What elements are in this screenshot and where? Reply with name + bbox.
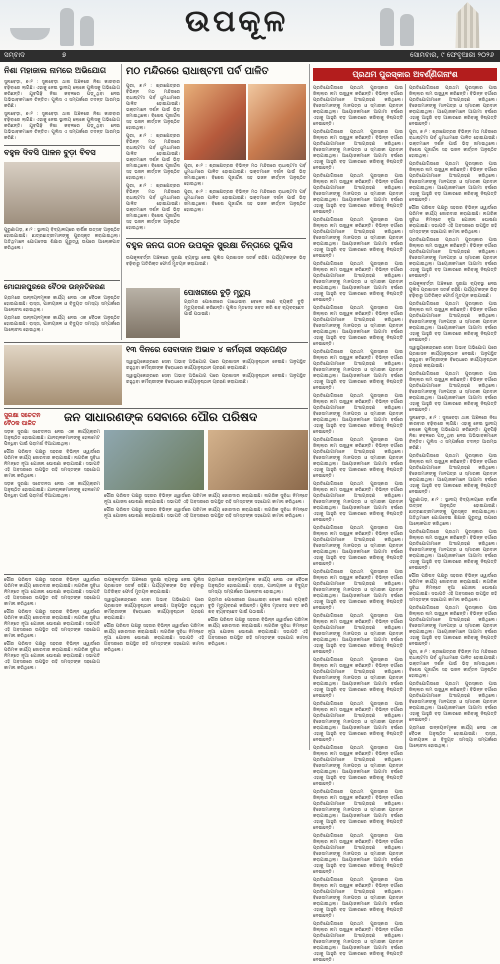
article-body: ପୌର ପରିଷଦ ପକ୍ଷରୁ ସହରର ବିଭିନ୍ନ ଓ୍ୱାର୍ଡରେ ପରିମଳ କାର୍ଯ୍ୟ ଜୋରଦାର କରାଯାଇଛି। ନାଗରିକ ସୁବିଧା ନିମନ୍ତେ ନୂଆ ଯୋଜନା ଘୋଷଣା କରାଯାଇଛି। ସଭାପତି ଏହି ଅବସରରେ ଉପସ୍ଥିତ ରହି ସମସ୍ତଙ୍କ ସହଯୋଗ କାମନା କରିଥିଲେ। ପୌର ପରିଷଦ ପକ୍ଷରୁ ସହରର ବିଭିନ୍ନ ଓ୍ୱାର୍ଡରେ ପରିମଳ କାର୍ଯ୍ୟ ଜୋରଦାର କରାଯାଇଛି। ନାଗରିକ ସୁବିଧା ନିମନ୍ତେ ନୂଆ ଯୋଜନା ଘୋଷଣା କରାଯାଇଛି। ସଭାପତି ଏହି ଅବସରରେ ଉପସ୍ଥିତ ରହି ସମସ୍ତଙ୍କ ସହଯୋଗ କାମନା କରିଥିଲେ।: [104, 494, 308, 519]
headline: ଜନ ସାଧାରଣଙ୍କ ସେବାରେ ପୌର ପରିଷଦ: [64, 410, 258, 424]
section-label: ସମ୍ବାଦ: [4, 51, 25, 59]
news-photo: [184, 84, 246, 160]
figure-illustration: [60, 8, 74, 46]
news-photo: [4, 162, 120, 224]
article-body: ପ୍ରତିଯୋଗିତାରେ ପ୍ରଥମ ପୁରସ୍କାର ପାଇ ଜିଲ୍ଲାର ନାମ ଉଜ୍ଜ୍ୱଳ କରିଛନ୍ତି। ବିଭିନ୍ନ ବର୍ଗରେ ପ୍ରତିଯୋଗୀମାନେ ଅଂଶଗ୍ରହଣ କରିଥିଲେ। ବିଜେତାମାନଙ୍କୁ ମାନପତ୍ର ଓ ସ୍ମାରକୀ ପ୍ରଦାନ କରାଯାଇଥିଲା। ଆୟୋଜକମାନେ ଆଗାମୀ ବର୍ଷରେ ଏହାକୁ ଆହୁରି ବଡ଼ ଆକାରରେ କରିବାକୁ ନିଷ୍ପତ୍ତି ନେଇଛନ୍ତି। ପୁରୀ, ୭।୨ : ଶ୍ରୀକ୍ଷେତ୍ରର ବିଭିନ୍ନ ମଠ ମନ୍ଦିରରେ ରାଧାଷ୍ଟମୀ ପର୍ବ ଧୁମଧାମରେ ପାଳିତ ହୋଇଯାଇଛି। ଭକ୍ତମାନେ ଦର୍ଶନ ପାଇଁ ଭିଡ଼ ଜମାଇଥିଲେ। ବିଶେଷ ପୂଜାର୍ଚ୍ଚନା ସହ ଭଜନ କୀର୍ତ୍ତନ ଅନୁଷ୍ଠିତ ହୋଇଥିଲା। ପ୍ରତିଯୋଗିତାରେ ପ୍ରଥମ ପୁରସ୍କାର ପାଇ ଜିଲ୍ଲାର ନାମ ଉଜ୍ଜ୍ୱଳ କରିଛନ୍ତି। ବିଭିନ୍ନ ବର୍ଗରେ ପ୍ରତିଯୋଗୀମାନେ ଅଂଶଗ୍ରହଣ କରିଥିଲେ। ବିଜେତାମାନଙ୍କୁ ମାନପତ୍ର ଓ ସ୍ମାରକୀ ପ୍ରଦାନ କରାଯାଇଥିଲା। ଆୟୋଜକମାନେ ଆଗାମୀ ବର୍ଷରେ ଏହାକୁ ଆହୁରି ବଡ଼ ଆକାରରେ କରିବାକୁ ନିଷ୍ପତ୍ତି ନେଇଛନ୍ତି। ପୌର ପରିଷଦ ପକ୍ଷରୁ ସହରର ବିଭିନ୍ନ ଓ୍ୱାର୍ଡରେ ପରିମଳ କାର୍ଯ୍ୟ ଜୋରଦାର କରାଯାଇଛି। ନାଗରିକ ସୁବିଧା ନିମନ୍ତେ ନୂଆ ଯୋଜନା ଘୋଷଣା କରାଯାଇଛି। ସଭାପତି ଏହି ଅବସରରେ ଉପସ୍ଥିତ ରହି ସମସ୍ତଙ୍କ ସହଯୋଗ କାମନା କରିଥିଲେ। ପ୍ରତିଯୋଗିତାରେ ପ୍ରଥମ ପୁରସ୍କାର ପାଇ ଜିଲ୍ଲାର ନାମ ଉଜ୍ଜ୍ୱଳ କରିଛନ୍ତି। ବିଭିନ୍ନ ବର୍ଗରେ ପ୍ରତିଯୋଗୀମାନେ ଅଂଶଗ୍ରହଣ କରିଥିଲେ। ବିଜେତାମାନଙ୍କୁ ମାନପତ୍ର ଓ ସ୍ମାରକୀ ପ୍ରଦାନ କରାଯାଇଥିଲା। ଆୟୋଜକମାନେ ଆଗାମୀ ବର୍ଷରେ ଏହାକୁ ଆହୁରି ବଡ଼ ଆକାରରେ କରିବାକୁ ନିଷ୍ପତ୍ତି ନେଇଛନ୍ତି। ଉପକୂଳବର୍ତ୍ତୀ ଅଞ୍ଚଳରେ ସୁରକ୍ଷା ବ୍ୟବସ୍ଥା ନେଇ ପୁଲିସ ପ୍ରଶାସନ ସତର୍କ ରହିଛି। ପର୍ଯ୍ୟଟକଙ୍କ ଭିଡ଼ ବଢ଼ିବାରୁ ଅତିରିକ୍ତ ଫୋର୍ସ ମୁତୟନ କରାଯାଇଛି। ପ୍ରତିଯୋଗିତାରେ ପ୍ରଥମ ପୁରସ୍କାର ପାଇ ଜିଲ୍ଲାର ନାମ ଉଜ୍ଜ୍ୱଳ କରିଛନ୍ତି। ବିଭିନ୍ନ ବର୍ଗରେ ପ୍ରତିଯୋଗୀମାନେ ଅଂଶଗ୍ରହଣ କରିଥିଲେ। ବିଜେତାମାନଙ୍କୁ ମାନପତ୍ର ଓ ସ୍ମାରକୀ ପ୍ରଦାନ କରାଯାଇଥିଲା। ଆୟୋଜକମାନେ ଆଗାମୀ ବର୍ଷରେ ଏହାକୁ ଆହୁରି ବଡ଼ ଆକାରରେ କରିବାକୁ ନିଷ୍ପତ୍ତି ନେଇଛନ୍ତି। ସ୍ୱାସ୍ଥ୍ୟକେନ୍ଦ୍ରରେ ସେବା ଅଭାବ ଅଭିଯୋଗ ପରେ ପ୍ରଶାସନ କାର୍ଯ୍ୟାନୁଷ୍ଠାନ ନେଇଛି। ଅନୁପସ୍ଥିତ ରହୁଥିବା କର୍ମଚାରୀଙ୍କ ବିରୋଧରେ କାର୍ଯ୍ୟାନୁଷ୍ଠାନ ଗ୍ରହଣ କରାଯାଇଛି। ପ୍ରତିଯୋଗିତାରେ ପ୍ରଥମ ପୁରସ୍କାର ପାଇ ଜିଲ୍ଲାର ନାମ ଉଜ୍ଜ୍ୱଳ କରିଛନ୍ତି। ବିଭିନ୍ନ ବର୍ଗରେ ପ୍ରତିଯୋଗୀମାନେ ଅଂଶଗ୍ରହଣ କରିଥିଲେ। ବିଜେତାମାନଙ୍କୁ ମାନପତ୍ର ଓ ସ୍ମାରକୀ ପ୍ରଦାନ କରାଯାଇଥିଲା। ଆୟୋଜକମାନେ ଆଗାମୀ ବର୍ଷରେ ଏହାକୁ ଆହୁରି ବଡ଼ ଆକାରରେ କରିବାକୁ ନିଷ୍ପତ୍ତି ନେଇଛନ୍ତି। ସୁନାବେଡ଼ା, ୭।୨ : ସୁନାବେଡ଼ା ଥାନା ଅଞ୍ଚଳରେ ନିଶା କାରବାର ବଢ଼ିବାରେ ଲାଗିଛି। ଏହାକୁ ନେଇ ସ୍ଥାନୀୟ ଲୋକେ ପୁଲିସକୁ ଅଭିଯୋଗ କରିଛନ୍ତି। ଯୁବପିଢ଼ି ନିଶା କବଳରେ ପଡ଼ୁଥିବା ନେଇ ଅଭିଭାବକମାନେ ଚିନ୍ତିତ। ପୁଲିସ ଏ ସମ୍ପର୍କରେ ତଦନ୍ତ ଆରମ୍ଭ କରିଛି। ପ୍ରତିଯୋଗିତାରେ ପ୍ରଥମ ପୁରସ୍କାର ପାଇ ଜିଲ୍ଲାର ନାମ ଉଜ୍ଜ୍ୱଳ କରିଛନ୍ତି। ବିଭିନ୍ନ ବର୍ଗରେ ପ୍ରତିଯୋଗୀମାନେ ଅଂଶଗ୍ରହଣ କରିଥିଲେ। ବିଜେତାମାନଙ୍କୁ ମାନପତ୍ର ଓ ସ୍ମାରକୀ ପ୍ରଦାନ କରାଯାଇଥିଲା। ଆୟୋଜକମାନେ ଆଗାମୀ ବର୍ଷରେ ଏହାକୁ ଆହୁରି ବଡ଼ ଆକାରରେ କରିବାକୁ ନିଷ୍ପତ୍ତି ନେଇଛନ୍ତି। ପୁରୁଣାଗଡ଼, ୭।୨ : ସ୍ଥାନୀୟ ବିଦ୍ୟାଳୟରେ ବାର୍ଷିକ ଉତ୍ସବ ଅନୁଷ୍ଠିତ ହୋଇଯାଇଛି। ଛାତ୍ରଛାତ୍ରୀମାନଙ୍କୁ ପୁରସ୍କୃତ କରାଯାଇଥିଲା। ଅତିଥିମାନେ ଯୋଗଦେଇ ଶିକ୍ଷାର ଗୁରୁତ୍ୱ ଉପରେ ଆଲୋକପାତ କରିଥିଲେ। ପ୍ରତିଯୋଗିତାରେ ପ୍ରଥମ ପୁରସ୍କାର ପାଇ ଜିଲ୍ଲାର ନାମ ଉଜ୍ଜ୍ୱଳ କରିଛନ୍ତି। ବିଭିନ୍ନ ବର୍ଗରେ ପ୍ରତିଯୋଗୀମାନେ ଅଂଶଗ୍ରହଣ କରିଥିଲେ। ବିଜେତାମାନଙ୍କୁ ମାନପତ୍ର ଓ ସ୍ମାରକୀ ପ୍ରଦାନ କରାଯାଇଥିଲା। ଆୟୋଜକମାନେ ଆଗାମୀ ବର୍ଷରେ ଏହାକୁ ଆହୁରି ବଡ଼ ଆକାରରେ କରିବାକୁ ନିଷ୍ପତ୍ତି ନେଇଛନ୍ତି। ପୌର ପରିଷଦ ପକ୍ଷରୁ ସହରର ବିଭିନ୍ନ ଓ୍ୱାର୍ଡରେ ପରିମଳ କାର୍ଯ୍ୟ ଜୋରଦାର କରାଯାଇଛି। ନାଗରିକ ସୁବିଧା ନିମନ୍ତେ ନୂଆ ଯୋଜନା ଘୋଷଣା କରାଯାଇଛି। ସଭାପତି ଏହି ଅବସରରେ ଉପସ୍ଥିତ ରହି ସମସ୍ତଙ୍କ ସହଯୋଗ କାମନା କରିଥିଲେ। ପ୍ରତିଯୋଗିତାରେ ପ୍ରଥମ ପୁରସ୍କାର ପାଇ ଜିଲ୍ଲାର ନାମ ଉଜ୍ଜ୍ୱଳ କରିଛନ୍ତି। ବିଭିନ୍ନ ବର୍ଗରେ ପ୍ରତିଯୋଗୀମାନେ ଅଂଶଗ୍ରହଣ କରିଥିଲେ। ବିଜେତାମାନଙ୍କୁ ମାନପତ୍ର ଓ ସ୍ମାରକୀ ପ୍ରଦାନ କରାଯାଇଥିଲା। ଆୟୋଜକମାନେ ଆଗାମୀ ବର୍ଷରେ ଏହାକୁ ଆହୁରି ବଡ଼ ଆକାରରେ କରିବାକୁ ନିଷ୍ପତ୍ତି ନେଇଛନ୍ତି। ପୁରୀ, ୭।୨ : ଶ୍ରୀକ୍ଷେତ୍ରର ବିଭିନ୍ନ ମଠ ମନ୍ଦିରରେ ରାଧାଷ୍ଟମୀ ପର୍ବ ଧୁମଧାମରେ ପାଳିତ ହୋଇଯାଇଛି। ଭକ୍ତମାନେ ଦର୍ଶନ ପାଇଁ ଭିଡ଼ ଜମାଇଥିଲେ। ବିଶେଷ ପୂଜାର୍ଚ୍ଚନା ସହ ଭଜନ କୀର୍ତ୍ତନ ଅନୁଷ୍ଠିତ ହୋଇଥିଲା। ପ୍ରତିଯୋଗିତାରେ ପ୍ରଥମ ପୁରସ୍କାର ପାଇ ଜିଲ୍ଲାର ନାମ ଉଜ୍ଜ୍ୱଳ କରିଛନ୍ତି। ବିଭିନ୍ନ ବର୍ଗରେ ପ୍ରତିଯୋଗୀମାନେ ଅଂଶଗ୍ରହଣ କରିଥିଲେ। ବିଜେତାମାନଙ୍କୁ ମାନପତ୍ର ଓ ସ୍ମାରକୀ ପ୍ରଦାନ କରାଯାଇଥିଲା। ଆୟୋଜକମାନେ ଆଗାମୀ ବର୍ଷରେ ଏହାକୁ ଆହୁରି ବଡ଼ ଆକାରରେ କରିବାକୁ ନିଷ୍ପତ୍ତି ନେଇଛନ୍ତି। ଗ୍ରାମରେ ଉନ୍ନୟନମୂଳକ କାର୍ଯ୍ୟ ନେଇ ଏକ ବୈଠକ ଅନୁଷ୍ଠିତ ହୋଇଯାଇଛି। ରାସ୍ତା, ପାନୀୟଜଳ ଓ ବିଦ୍ୟୁତ ସମସ୍ୟା ସମ୍ପର୍କରେ ଆଲୋଚନା ହୋଇଥିଲା।: [409, 86, 497, 749]
article-body: ସୁନାବେଡ଼ା, ୭।୨ : ସୁନାବେଡ଼ା ଥାନା ଅଞ୍ଚଳରେ ନିଶା କାରବାର ବଢ଼ିବାରେ ଲାଗିଛି। ଏହାକୁ ନେଇ ସ୍ଥାନୀୟ ଲୋକେ ପୁଲିସକୁ ଅଭିଯୋଗ କରିଛନ୍ତି। ଯୁବପିଢ଼ି ନିଶା କବଳରେ ପଡ଼ୁଥିବା ନେଇ ଅଭିଭାବକମାନେ ଚିନ୍ତିତ। ପୁଲିସ ଏ ସମ୍ପର୍କରେ ତଦନ୍ତ ଆରମ୍ଭ କରିଛି। ସୁନାବେଡ଼ା, ୭।୨ : ସୁନାବେଡ଼ା ଥାନା ଅଞ୍ଚଳରେ ନିଶା କାରବାର ବଢ଼ିବାରେ ଲାଗିଛି। ଏହାକୁ ନେଇ ସ୍ଥାନୀୟ ଲୋକେ ପୁଲିସକୁ ଅଭିଯୋଗ କରିଛନ୍ତି। ଯୁବପିଢ଼ି ନିଶା କବଳରେ ପଡ଼ୁଥିବା ନେଇ ଅଭିଭାବକମାନେ ଚିନ୍ତିତ। ପୁଲିସ ଏ ସମ୍ପର୍କରେ ତଦନ୍ତ ଆରମ୍ଭ କରିଛି।: [4, 80, 120, 141]
article-body: ପୌର ପରିଷଦ ପକ୍ଷରୁ ସହରର ବିଭିନ୍ନ ଓ୍ୱାର୍ଡରେ ପରିମଳ କାର୍ଯ୍ୟ ଜୋରଦାର କରାଯାଇଛି। ନାଗରିକ ସୁବିଧା ନିମନ୍ତେ ନୂଆ ଯୋଜନା ଘୋଷଣା କରାଯାଇଛି। ସଭାପତି ଏହି ଅବସରରେ ଉପସ୍ଥିତ ରହି ସମସ୍ତଙ୍କ ସହଯୋଗ କାମନା କରିଥିଲେ। ପୌର ପରିଷଦ ପକ୍ଷରୁ ସହରର ବିଭିନ୍ନ ଓ୍ୱାର୍ଡରେ ପରିମଳ କାର୍ଯ୍ୟ ଜୋରଦାର କରାଯାଇଛି। ନାଗରିକ ସୁବିଧା ନିମନ୍ତେ ନୂଆ ଯୋଜନା ଘୋଷଣା କରାଯାଇଛି। ସଭାପତି ଏହି ଅବସରରେ ଉପସ୍ଥିତ ରହି ସମସ୍ତଙ୍କ ସହଯୋଗ କାମନା କରିଥିଲେ। ପୌର ପରିଷଦ ପକ୍ଷରୁ ସହରର ବିଭିନ୍ନ ଓ୍ୱାର୍ଡରେ ପରିମଳ କାର୍ଯ୍ୟ ଜୋରଦାର କରାଯାଇଛି। ନାଗରିକ ସୁବିଧା ନିମନ୍ତେ ନୂଆ ଯୋଜନା ଘୋଷଣା କରାଯାଇଛି। ସଭାପତି ଏହି ଅବସରରେ ଉପସ୍ଥିତ ରହି ସମସ୍ତଙ୍କ ସହଯୋଗ କାମନା କରିଥିଲେ।: [4, 578, 100, 671]
news-photo: [4, 345, 122, 405]
newspaper-title: ଉପକୂଳ: [185, 4, 289, 39]
article-body: ପୁରୀ, ୭।୨ : ଶ୍ରୀକ୍ଷେତ୍ରର ବିଭିନ୍ନ ମଠ ମନ୍ଦିରରେ ରାଧାଷ୍ଟମୀ ପର୍ବ ଧୁମଧାମରେ ପାଳିତ ହୋଇଯାଇଛି। ଭକ୍ତମାନେ ଦର୍ଶନ ପାଇଁ ଭିଡ଼ ଜମାଇଥିଲେ। ବିଶେଷ ପୂଜାର୍ଚ୍ଚନା ସହ ଭଜନ କୀର୍ତ୍ତନ ଅନୁଷ୍ଠିତ ହୋଇଥିଲା। ପୁରୀ, ୭।୨ : ଶ୍ରୀକ୍ଷେତ୍ରର ବିଭିନ୍ନ ମଠ ମନ୍ଦିରରେ ରାଧାଷ୍ଟମୀ ପର୍ବ ଧୁମଧାମରେ ପାଳିତ ହୋଇଯାଇଛି। ଭକ୍ତମାନେ ଦର୍ଶନ ପାଇଁ ଭିଡ଼ ଜମାଇଥିଲେ। ବିଶେଷ ପୂଜାର୍ଚ୍ଚନା ସହ ଭଜନ କୀର୍ତ୍ତନ ଅନୁଷ୍ଠିତ ହୋଇଥିଲା। ପୁରୀ, ୭।୨ : ଶ୍ରୀକ୍ଷେତ୍ରର ବିଭିନ୍ନ ମଠ ମନ୍ଦିରରେ ରାଧାଷ୍ଟମୀ ପର୍ବ ଧୁମଧାମରେ ପାଳିତ ହୋଇଯାଇଛି। ଭକ୍ତମାନେ ଦର୍ଶନ ପାଇଁ ଭିଡ଼ ଜମାଇଥିଲେ। ବିଶେଷ ପୂଜାର୍ଚ୍ଚନା ସହ ଭଜନ କୀର୍ତ୍ତନ ଅନୁଷ୍ଠିତ ହୋଇଥିଲା।: [126, 84, 180, 231]
article-body: ଉପକୂଳବର୍ତ୍ତୀ ଅଞ୍ଚଳରେ ସୁରକ୍ଷା ବ୍ୟବସ୍ଥା ନେଇ ପୁଲିସ ପ୍ରଶାସନ ସତର୍କ ରହିଛି। ପର୍ଯ୍ୟଟକଙ୍କ ଭିଡ଼ ବଢ଼ିବାରୁ ଅତିରିକ୍ତ ଫୋର୍ସ ମୁତୟନ କରାଯାଇଛି।: [126, 256, 306, 267]
article-body: ପୁରୁଣାଗଡ଼, ୭।୨ : ସ୍ଥାନୀୟ ବିଦ୍ୟାଳୟରେ ବାର୍ଷିକ ଉତ୍ସବ ଅନୁଷ୍ଠିତ ହୋଇଯାଇଛି। ଛାତ୍ରଛାତ୍ରୀମାନଙ୍କୁ ପୁରସ୍କୃତ କରାଯାଇଥିଲା। ଅତିଥିମାନେ ଯୋଗଦେଇ ଶିକ୍ଷାର ଗୁରୁତ୍ୱ ଉପରେ ଆଲୋକପାତ କରିଥିଲେ।: [4, 228, 120, 251]
news-photo: [248, 84, 306, 160]
headline: ୧୩ ଦିନରେ ସେବାଦାନ ଅଭାବ ୪ କର୍ମଚାରୀ ସସ୍ପେଣ୍ଡ: [126, 345, 288, 354]
figure-illustration: [380, 8, 394, 46]
article-body: ସଡ଼କ ସୁରକ୍ଷା ସଚେତନତା ନେଇ ଏକ କାର୍ଯ୍ୟକ୍ରମ ଅନୁଷ୍ଠିତ ହୋଇଯାଇଛି। ଯାନଚାଳକମାନଙ୍କୁ ହେଲମେଟ ପିନ୍ଧିବା ପାଇଁ ପରାମର୍ଶ ଦିଆଯାଇଥିଲା। ପୌର ପରିଷଦ ପକ୍ଷରୁ ସହରର ବିଭିନ୍ନ ଓ୍ୱାର୍ଡରେ ପରିମଳ କାର୍ଯ୍ୟ ଜୋରଦାର କରାଯାଇଛି। ନାଗରିକ ସୁବିଧା ନିମନ୍ତେ ନୂଆ ଯୋଜନା ଘୋଷଣା କରାଯାଇଛି। ସଭାପତି ଏହି ଅବସରରେ ଉପସ୍ଥିତ ରହି ସମସ୍ତଙ୍କ ସହଯୋଗ କାମନା କରିଥିଲେ। ସଡ଼କ ସୁରକ୍ଷା ସଚେତନତା ନେଇ ଏକ କାର୍ଯ୍ୟକ୍ରମ ଅନୁଷ୍ଠିତ ହୋଇଯାଇଛି। ଯାନଚାଳକମାନଙ୍କୁ ହେଲମେଟ ପିନ୍ଧିବା ପାଇଁ ପରାମର୍ଶ ଦିଆଯାଇଥିଲା।: [4, 430, 100, 499]
headline: ନିଶା ମହାଜାଲ ନାମରେ ଅଭିଯୋଗ: [4, 66, 106, 75]
headline: ସୁରକ୍ଷା ସଚେତନ ବୈଠକ ପାଳିତ: [4, 412, 41, 427]
dateline-bar: [0, 50, 500, 62]
article-body: ପ୍ରତିଯୋଗିତାରେ ପ୍ରଥମ ପୁରସ୍କାର ପାଇ ଜିଲ୍ଲାର ନାମ ଉଜ୍ଜ୍ୱଳ କରିଛନ୍ତି। ବିଭିନ୍ନ ବର୍ଗରେ ପ୍ରତିଯୋଗୀମାନେ ଅଂଶଗ୍ରହଣ କରିଥିଲେ। ବିଜେତାମାନଙ୍କୁ ମାନପତ୍ର ଓ ସ୍ମାରକୀ ପ୍ରଦାନ କରାଯାଇଥିଲା। ଆୟୋଜକମାନେ ଆଗାମୀ ବର୍ଷରେ ଏହାକୁ ଆହୁରି ବଡ଼ ଆକାରରେ କରିବାକୁ ନିଷ୍ପତ୍ତି ନେଇଛନ୍ତି। ପ୍ରତିଯୋଗିତାରେ ପ୍ରଥମ ପୁରସ୍କାର ପାଇ ଜିଲ୍ଲାର ନାମ ଉଜ୍ଜ୍ୱଳ କରିଛନ୍ତି। ବିଭିନ୍ନ ବର୍ଗରେ ପ୍ରତିଯୋଗୀମାନେ ଅଂଶଗ୍ରହଣ କରିଥିଲେ। ବିଜେତାମାନଙ୍କୁ ମାନପତ୍ର ଓ ସ୍ମାରକୀ ପ୍ରଦାନ କରାଯାଇଥିଲା। ଆୟୋଜକମାନେ ଆଗାମୀ ବର୍ଷରେ ଏହାକୁ ଆହୁରି ବଡ଼ ଆକାରରେ କରିବାକୁ ନିଷ୍ପତ୍ତି ନେଇଛନ୍ତି। ପ୍ରତିଯୋଗିତାରେ ପ୍ରଥମ ପୁରସ୍କାର ପାଇ ଜିଲ୍ଲାର ନାମ ଉଜ୍ଜ୍ୱଳ କରିଛନ୍ତି। ବିଭିନ୍ନ ବର୍ଗରେ ପ୍ରତିଯୋଗୀମାନେ ଅଂଶଗ୍ରହଣ କରିଥିଲେ। ବିଜେତାମାନଙ୍କୁ ମାନପତ୍ର ଓ ସ୍ମାରକୀ ପ୍ରଦାନ କରାଯାଇଥିଲା। ଆୟୋଜକମାନେ ଆଗାମୀ ବର୍ଷରେ ଏହାକୁ ଆହୁରି ବଡ଼ ଆକାରରେ କରିବାକୁ ନିଷ୍ପତ୍ତି ନେଇଛନ୍ତି। ପ୍ରତିଯୋଗିତାରେ ପ୍ରଥମ ପୁରସ୍କାର ପାଇ ଜିଲ୍ଲାର ନାମ ଉଜ୍ଜ୍ୱଳ କରିଛନ୍ତି। ବିଭିନ୍ନ ବର୍ଗରେ ପ୍ରତିଯୋଗୀମାନେ ଅଂଶଗ୍ରହଣ କରିଥିଲେ। ବିଜେତାମାନଙ୍କୁ ମାନପତ୍ର ଓ ସ୍ମାରକୀ ପ୍ରଦାନ କରାଯାଇଥିଲା। ଆୟୋଜକମାନେ ଆଗାମୀ ବର୍ଷରେ ଏହାକୁ ଆହୁରି ବଡ଼ ଆକାରରେ କରିବାକୁ ନିଷ୍ପତ୍ତି ନେଇଛନ୍ତି। ପ୍ରତିଯୋଗିତାରେ ପ୍ରଥମ ପୁରସ୍କାର ପାଇ ଜିଲ୍ଲାର ନାମ ଉଜ୍ଜ୍ୱଳ କରିଛନ୍ତି। ବିଭିନ୍ନ ବର୍ଗରେ ପ୍ରତିଯୋଗୀମାନେ ଅଂଶଗ୍ରହଣ କରିଥିଲେ। ବିଜେତାମାନଙ୍କୁ ମାନପତ୍ର ଓ ସ୍ମାରକୀ ପ୍ରଦାନ କରାଯାଇଥିଲା। ଆୟୋଜକମାନେ ଆଗାମୀ ବର୍ଷରେ ଏହାକୁ ଆହୁରି ବଡ଼ ଆକାରରେ କରିବାକୁ ନିଷ୍ପତ୍ତି ନେଇଛନ୍ତି। ପ୍ରତିଯୋଗିତାରେ ପ୍ରଥମ ପୁରସ୍କାର ପାଇ ଜିଲ୍ଲାର ନାମ ଉଜ୍ଜ୍ୱଳ କରିଛନ୍ତି। ବିଭିନ୍ନ ବର୍ଗରେ ପ୍ରତିଯୋଗୀମାନେ ଅଂଶଗ୍ରହଣ କରିଥିଲେ। ବିଜେତାମାନଙ୍କୁ ମାନପତ୍ର ଓ ସ୍ମାରକୀ ପ୍ରଦାନ କରାଯାଇଥିଲା। ଆୟୋଜକମାନେ ଆଗାମୀ ବର୍ଷରେ ଏହାକୁ ଆହୁରି ବଡ଼ ଆକାରରେ କରିବାକୁ ନିଷ୍ପତ୍ତି ନେଇଛନ୍ତି। ପ୍ରତିଯୋଗିତାରେ ପ୍ରଥମ ପୁରସ୍କାର ପାଇ ଜିଲ୍ଲାର ନାମ ଉଜ୍ଜ୍ୱଳ କରିଛନ୍ତି। ବିଭିନ୍ନ ବର୍ଗରେ ପ୍ରତିଯୋଗୀମାନେ ଅଂଶଗ୍ରହଣ କରିଥିଲେ। ବିଜେତାମାନଙ୍କୁ ମାନପତ୍ର ଓ ସ୍ମାରକୀ ପ୍ରଦାନ କରାଯାଇଥିଲା। ଆୟୋଜକମାନେ ଆଗାମୀ ବର୍ଷରେ ଏହାକୁ ଆହୁରି ବଡ଼ ଆକାରରେ କରିବାକୁ ନିଷ୍ପତ୍ତି ନେଇଛନ୍ତି। ପ୍ରତିଯୋଗିତାରେ ପ୍ରଥମ ପୁରସ୍କାର ପାଇ ଜିଲ୍ଲାର ନାମ ଉଜ୍ଜ୍ୱଳ କରିଛନ୍ତି। ବିଭିନ୍ନ ବର୍ଗରେ ପ୍ରତିଯୋଗୀମାନେ ଅଂଶଗ୍ରହଣ କରିଥିଲେ। ବିଜେତାମାନଙ୍କୁ ମାନପତ୍ର ଓ ସ୍ମାରକୀ ପ୍ରଦାନ କରାଯାଇଥିଲା। ଆୟୋଜକମାନେ ଆଗାମୀ ବର୍ଷରେ ଏହାକୁ ଆହୁରି ବଡ଼ ଆକାରରେ କରିବାକୁ ନିଷ୍ପତ୍ତି ନେଇଛନ୍ତି। ପ୍ରତିଯୋଗିତାରେ ପ୍ରଥମ ପୁରସ୍କାର ପାଇ ଜିଲ୍ଲାର ନାମ ଉଜ୍ଜ୍ୱଳ କରିଛନ୍ତି। ବିଭିନ୍ନ ବର୍ଗରେ ପ୍ରତିଯୋଗୀମାନେ ଅଂଶଗ୍ରହଣ କରିଥିଲେ। ବିଜେତାମାନଙ୍କୁ ମାନପତ୍ର ଓ ସ୍ମାରକୀ ପ୍ରଦାନ କରାଯାଇଥିଲା। ଆୟୋଜକମାନେ ଆଗାମୀ ବର୍ଷରେ ଏହାକୁ ଆହୁରି ବଡ଼ ଆକାରରେ କରିବାକୁ ନିଷ୍ପତ୍ତି ନେଇଛନ୍ତି। ପ୍ରତିଯୋଗିତାରେ ପ୍ରଥମ ପୁରସ୍କାର ପାଇ ଜିଲ୍ଲାର ନାମ ଉଜ୍ଜ୍ୱଳ କରିଛନ୍ତି। ବିଭିନ୍ନ ବର୍ଗରେ ପ୍ରତିଯୋଗୀମାନେ ଅଂଶଗ୍ରହଣ କରିଥିଲେ। ବିଜେତାମାନଙ୍କୁ ମାନପତ୍ର ଓ ସ୍ମାରକୀ ପ୍ରଦାନ କରାଯାଇଥିଲା। ଆୟୋଜକମାନେ ଆଗାମୀ ବର୍ଷରେ ଏହାକୁ ଆହୁରି ବଡ଼ ଆକାରରେ କରିବାକୁ ନିଷ୍ପତ୍ତି ନେଇଛନ୍ତି। ପ୍ରତିଯୋଗିତାରେ ପ୍ରଥମ ପୁରସ୍କାର ପାଇ ଜିଲ୍ଲାର ନାମ ଉଜ୍ଜ୍ୱଳ କରିଛନ୍ତି। ବିଭିନ୍ନ ବର୍ଗରେ ପ୍ରତିଯୋଗୀମାନେ ଅଂଶଗ୍ରହଣ କରିଥିଲେ। ବିଜେତାମାନଙ୍କୁ ମାନପତ୍ର ଓ ସ୍ମାରକୀ ପ୍ରଦାନ କରାଯାଇଥିଲା। ଆୟୋଜକମାନେ ଆଗାମୀ ବର୍ଷରେ ଏହାକୁ ଆହୁରି ବଡ଼ ଆକାରରେ କରିବାକୁ ନିଷ୍ପତ୍ତି ନେଇଛନ୍ତି। ପ୍ରତିଯୋଗିତାରେ ପ୍ରଥମ ପୁରସ୍କାର ପାଇ ଜିଲ୍ଲାର ନାମ ଉଜ୍ଜ୍ୱଳ କରିଛନ୍ତି। ବିଭିନ୍ନ ବର୍ଗରେ ପ୍ରତିଯୋଗୀମାନେ ଅଂଶଗ୍ରହଣ କରିଥିଲେ। ବିଜେତାମାନଙ୍କୁ ମାନପତ୍ର ଓ ସ୍ମାରକୀ ପ୍ରଦାନ କରାଯାଇଥିଲା। ଆୟୋଜକମାନେ ଆଗାମୀ ବର୍ଷରେ ଏହାକୁ ଆହୁରି ବଡ଼ ଆକାରରେ କରିବାକୁ ନିଷ୍ପତ୍ତି ନେଇଛନ୍ତି। ପ୍ରତିଯୋଗିତାରେ ପ୍ରଥମ ପୁରସ୍କାର ପାଇ ଜିଲ୍ଲାର ନାମ ଉଜ୍ଜ୍ୱଳ କରିଛନ୍ତି। ବିଭିନ୍ନ ବର୍ଗରେ ପ୍ରତିଯୋଗୀମାନେ ଅଂଶଗ୍ରହଣ କରିଥିଲେ। ବିଜେତାମାନଙ୍କୁ ମାନପତ୍ର ଓ ସ୍ମାରକୀ ପ୍ରଦାନ କରାଯାଇଥିଲା। ଆୟୋଜକମାନେ ଆଗାମୀ ବର୍ଷରେ ଏହାକୁ ଆହୁରି ବଡ଼ ଆକାରରେ କରିବାକୁ ନିଷ୍ପତ୍ତି ନେଇଛନ୍ତି। ପ୍ରତିଯୋଗିତାରେ ପ୍ରଥମ ପୁରସ୍କାର ପାଇ ଜିଲ୍ଲାର ନାମ ଉଜ୍ଜ୍ୱଳ କରିଛନ୍ତି। ବିଭିନ୍ନ ବର୍ଗରେ ପ୍ରତିଯୋଗୀମାନେ ଅଂଶଗ୍ରହଣ କରିଥିଲେ। ବିଜେତାମାନଙ୍କୁ ମାନପତ୍ର ଓ ସ୍ମାରକୀ ପ୍ରଦାନ କରାଯାଇଥିଲା। ଆୟୋଜକମାନେ ଆଗାମୀ ବର୍ଷରେ ଏହାକୁ ଆହୁରି ବଡ଼ ଆକାରରେ କରିବାକୁ ନିଷ୍ପତ୍ତି ନେଇଛନ୍ତି। ପ୍ରତିଯୋଗିତାରେ ପ୍ରଥମ ପୁରସ୍କାର ପାଇ ଜିଲ୍ଲାର ନାମ ଉଜ୍ଜ୍ୱଳ କରିଛନ୍ତି। ବିଭିନ୍ନ ବର୍ଗରେ ପ୍ରତିଯୋଗୀମାନେ ଅଂଶଗ୍ରହଣ କରିଥିଲେ। ବିଜେତାମାନଙ୍କୁ ମାନପତ୍ର ଓ ସ୍ମାରକୀ ପ୍ରଦାନ କରାଯାଇଥିଲା। ଆୟୋଜକମାନେ ଆଗାମୀ ବର୍ଷରେ ଏହାକୁ ଆହୁରି ବଡ଼ ଆକାରରେ କରିବାକୁ ନିଷ୍ପତ୍ତି ନେଇଛନ୍ତି। ପ୍ରତିଯୋଗିତାରେ ପ୍ରଥମ ପୁରସ୍କାର ପାଇ ଜିଲ୍ଲାର ନାମ ଉଜ୍ଜ୍ୱଳ କରିଛନ୍ତି। ବିଭିନ୍ନ ବର୍ଗରେ ପ୍ରତିଯୋଗୀମାନେ ଅଂଶଗ୍ରହଣ କରିଥିଲେ। ବିଜେତାମାନଙ୍କୁ ମାନପତ୍ର ଓ ସ୍ମାରକୀ ପ୍ରଦାନ କରାଯାଇଥିଲା। ଆୟୋଜକମାନେ ଆଗାମୀ ବର୍ଷରେ ଏହାକୁ ଆହୁରି ବଡ଼ ଆକାରରେ କରିବାକୁ ନିଷ୍ପତ୍ତି ନେଇଛନ୍ତି। ପ୍ରତିଯୋଗିତାରେ ପ୍ରଥମ ପୁରସ୍କାର ପାଇ ଜିଲ୍ଲାର ନାମ ଉଜ୍ଜ୍ୱଳ କରିଛନ୍ତି। ବିଭିନ୍ନ ବର୍ଗରେ ପ୍ରତିଯୋଗୀମାନେ ଅଂଶଗ୍ରହଣ କରିଥିଲେ। ବିଜେତାମାନଙ୍କୁ ମାନପତ୍ର ଓ ସ୍ମାରକୀ ପ୍ରଦାନ କରାଯାଇଥିଲା। ଆୟୋଜକମାନେ ଆଗାମୀ ବର୍ଷରେ ଏହାକୁ ଆହୁରି ବଡ଼ ଆକାରରେ କରିବାକୁ ନିଷ୍ପତ୍ତି ନେଇଛନ୍ତି। ପ୍ରତିଯୋଗିତାରେ ପ୍ରଥମ ପୁରସ୍କାର ପାଇ ଜିଲ୍ଲାର ନାମ ଉଜ୍ଜ୍ୱଳ କରିଛନ୍ତି। ବିଭିନ୍ନ ବର୍ଗରେ ପ୍ରତିଯୋଗୀମାନେ ଅଂଶଗ୍ରହଣ କରିଥିଲେ। ବିଜେତାମାନଙ୍କୁ ମାନପତ୍ର ଓ ସ୍ମାରକୀ ପ୍ରଦାନ କରାଯାଇଥିଲା। ଆୟୋଜକମାନେ ଆଗାମୀ ବର୍ଷରେ ଏହାକୁ ଆହୁରି ବଡ଼ ଆକାରରେ କରିବାକୁ ନିଷ୍ପତ୍ତି ନେଇଛନ୍ତି। ପ୍ରତିଯୋଗିତାରେ ପ୍ରଥମ ପୁରସ୍କାର ପାଇ ଜିଲ୍ଲାର ନାମ ଉଜ୍ଜ୍ୱଳ କରିଛନ୍ତି। ବିଭିନ୍ନ ବର୍ଗରେ ପ୍ରତିଯୋଗୀମାନେ ଅଂଶଗ୍ରହଣ କରିଥିଲେ। ବିଜେତାମାନଙ୍କୁ ମାନପତ୍ର ଓ ସ୍ମାରକୀ ପ୍ରଦାନ କରାଯାଇଥିଲା। ଆୟୋଜକମାନେ ଆଗାମୀ ବର୍ଷରେ ଏହାକୁ ଆହୁରି ବଡ଼ ଆକାରରେ କରିବାକୁ ନିଷ୍ପତ୍ତି ନେଇଛନ୍ତି। ପ୍ରତିଯୋଗିତାରେ ପ୍ରଥମ ପୁରସ୍କାର ପାଇ ଜିଲ୍ଲାର ନାମ ଉଜ୍ଜ୍ୱଳ କରିଛନ୍ତି। ବିଭିନ୍ନ ବର୍ଗରେ ପ୍ରତିଯୋଗୀମାନେ ଅଂଶଗ୍ରହଣ କରିଥିଲେ। ବିଜେତାମାନଙ୍କୁ ମାନପତ୍ର ଓ ସ୍ମାରକୀ ପ୍ରଦାନ କରାଯାଇଥିଲା। ଆୟୋଜକମାନେ ଆଗାମୀ ବର୍ଷରେ ଏହାକୁ ଆହୁରି ବଡ଼ ଆକାରରେ କରିବାକୁ ନିଷ୍ପତ୍ତି ନେଇଛନ୍ତି।: [313, 86, 403, 963]
article-body: ଗ୍ରାମରେ ଉନ୍ନୟନମୂଳକ କାର୍ଯ୍ୟ ନେଇ ଏକ ବୈଠକ ଅନୁଷ୍ଠିତ ହୋଇଯାଇଛି। ରାସ୍ତା, ପାନୀୟଜଳ ଓ ବିଦ୍ୟୁତ ସମସ୍ୟା ସମ୍ପର୍କରେ ଆଲୋଚନା ହୋଇଥିଲା। ଗ୍ରାମର ପୋଖରୀରେ ଗାଧୋଇବା ବେଳେ ଜଣେ ବ୍ୟକ୍ତି ବୁଡ଼ି ମୃତ୍ୟୁବରଣ କରିଛନ୍ତି। ପୁଲିସ ମୃତଦେହ ଜବତ କରି ଶବ ବ୍ୟବଚ୍ଛେଦ ପାଇଁ ପଠାଇଛି। ପୌର ପରିଷଦ ପକ୍ଷରୁ ସହରର ବିଭିନ୍ନ ଓ୍ୱାର୍ଡରେ ପରିମଳ କାର୍ଯ୍ୟ ଜୋରଦାର କରାଯାଇଛି। ନାଗରିକ ସୁବିଧା ନିମନ୍ତେ ନୂଆ ଯୋଜନା ଘୋଷଣା କରାଯାଇଛି। ସଭାପତି ଏହି ଅବସରରେ ଉପସ୍ଥିତ ରହି ସମସ୍ତଙ୍କ ସହଯୋଗ କାମନା କରିଥିଲେ।: [208, 578, 308, 647]
headline: ବହୁଳ ଦିବସି ପାଳନ ବୁଡ଼ା ବିବସ: [4, 148, 96, 157]
news-photo: [208, 430, 308, 490]
article-body: ଗ୍ରାମର ପୋଖରୀରେ ଗାଧୋଇବା ବେଳେ ଜଣେ ବ୍ୟକ୍ତି ବୁଡ଼ି ମୃତ୍ୟୁବରଣ କରିଛନ୍ତି। ପୁଲିସ ମୃତଦେହ ଜବତ କରି ଶବ ବ୍ୟବଚ୍ଛେଦ ପାଇଁ ପଠାଇଛି।: [184, 300, 304, 317]
masthead: [0, 0, 500, 50]
figure-illustration: [80, 16, 94, 46]
article-body: ଉପକୂଳବର୍ତ୍ତୀ ଅଞ୍ଚଳରେ ସୁରକ୍ଷା ବ୍ୟବସ୍ଥା ନେଇ ପୁଲିସ ପ୍ରଶାସନ ସତର୍କ ରହିଛି। ପର୍ଯ୍ୟଟକଙ୍କ ଭିଡ଼ ବଢ଼ିବାରୁ ଅତିରିକ୍ତ ଫୋର୍ସ ମୁତୟନ କରାଯାଇଛି। ସ୍ୱାସ୍ଥ୍ୟକେନ୍ଦ୍ରରେ ସେବା ଅଭାବ ଅଭିଯୋଗ ପରେ ପ୍ରଶାସନ କାର୍ଯ୍ୟାନୁଷ୍ଠାନ ନେଇଛି। ଅନୁପସ୍ଥିତ ରହୁଥିବା କର୍ମଚାରୀଙ୍କ ବିରୋଧରେ କାର୍ଯ୍ୟାନୁଷ୍ଠାନ ଗ୍ରହଣ କରାଯାଇଛି। ପୌର ପରିଷଦ ପକ୍ଷରୁ ସହରର ବିଭିନ୍ନ ଓ୍ୱାର୍ଡରେ ପରିମଳ କାର୍ଯ୍ୟ ଜୋରଦାର କରାଯାଇଛି। ନାଗରିକ ସୁବିଧା ନିମନ୍ତେ ନୂଆ ଯୋଜନା ଘୋଷଣା କରାଯାଇଛି। ସଭାପତି ଏହି ଅବସରରେ ଉପସ୍ଥିତ ରହି ସମସ୍ତଙ୍କ ସହଯୋଗ କାମନା କରିଥିଲେ।: [104, 578, 204, 653]
figure-illustration: [400, 14, 414, 46]
section-headline: ପ୍ରଥମ ପୁରସ୍କାର ଅବର୍ଣ୍ଣିଗନାଂଶ: [313, 68, 497, 81]
news-photo: [126, 288, 180, 338]
headline: ମୋଗାଳପୁରରେ ବୈଠକ ଉନ୍ନତିକରଣ: [4, 283, 105, 291]
news-photo: [104, 430, 204, 490]
article-body: ଗ୍ରାମରେ ଉନ୍ନୟନମୂଳକ କାର୍ଯ୍ୟ ନେଇ ଏକ ବୈଠକ ଅନୁଷ୍ଠିତ ହୋଇଯାଇଛି। ରାସ୍ତା, ପାନୀୟଜଳ ଓ ବିଦ୍ୟୁତ ସମସ୍ୟା ସମ୍ପର୍କରେ ଆଲୋଚନା ହୋଇଥିଲା। ଗ୍ରାମରେ ଉନ୍ନୟନମୂଳକ କାର୍ଯ୍ୟ ନେଇ ଏକ ବୈଠକ ଅନୁଷ୍ଠିତ ହୋଇଯାଇଛି। ରାସ୍ତା, ପାନୀୟଜଳ ଓ ବିଦ୍ୟୁତ ସମସ୍ୟା ସମ୍ପର୍କରେ ଆଲୋଚନା ହୋଇଥିଲା।: [4, 296, 120, 333]
article-body: ପୁରୀ, ୭।୨ : ଶ୍ରୀକ୍ଷେତ୍ରର ବିଭିନ୍ନ ମଠ ମନ୍ଦିରରେ ରାଧାଷ୍ଟମୀ ପର୍ବ ଧୁମଧାମରେ ପାଳିତ ହୋଇଯାଇଛି। ଭକ୍ତମାନେ ଦର୍ଶନ ପାଇଁ ଭିଡ଼ ଜମାଇଥିଲେ। ବିଶେଷ ପୂଜାର୍ଚ୍ଚନା ସହ ଭଜନ କୀର୍ତ୍ତନ ଅନୁଷ୍ଠିତ ହୋଇଥିଲା। ପୁରୀ, ୭।୨ : ଶ୍ରୀକ୍ଷେତ୍ରର ବିଭିନ୍ନ ମଠ ମନ୍ଦିରରେ ରାଧାଷ୍ଟମୀ ପର୍ବ ଧୁମଧାମରେ ପାଳିତ ହୋଇଯାଇଛି। ଭକ୍ତମାନେ ଦର୍ଶନ ପାଇଁ ଭିଡ଼ ଜମାଇଥିଲେ। ବିଶେଷ ପୂଜାର୍ଚ୍ଚନା ସହ ଭଜନ କୀର୍ତ୍ତନ ଅନୁଷ୍ଠିତ ହୋଇଥିଲା।: [184, 164, 306, 213]
publication-date: ସୋମବାର, ୯ ଫେବୃଆରୀ ୨୦୨୬: [409, 51, 494, 59]
headline: ବହୁଳ ଜନତା ଗଠନ ଉପକୂଳ ସୁରକ୍ଷା ଚିନ୍ତାରେ ପୁଲିସ: [126, 241, 293, 251]
headline: ମଠ ମନ୍ଦିରରେ ରାଧାଷ୍ଟମୀ ପର୍ବ ପାଳିତ: [126, 66, 269, 77]
headline: ପୋଖରୀରେ ବୁଡ଼ି ମୃତ୍ୟୁ: [184, 288, 251, 297]
article-body: ସ୍ୱାସ୍ଥ୍ୟକେନ୍ଦ୍ରରେ ସେବା ଅଭାବ ଅଭିଯୋଗ ପରେ ପ୍ରଶାସନ କାର୍ଯ୍ୟାନୁଷ୍ଠାନ ନେଇଛି। ଅନୁପସ୍ଥିତ ରହୁଥିବା କର୍ମଚାରୀଙ୍କ ବିରୋଧରେ କାର୍ଯ୍ୟାନୁଷ୍ଠାନ ଗ୍ରହଣ କରାଯାଇଛି। ସ୍ୱାସ୍ଥ୍ୟକେନ୍ଦ୍ରରେ ସେବା ଅଭାବ ଅଭିଯୋଗ ପରେ ପ୍ରଶାସନ କାର୍ଯ୍ୟାନୁଷ୍ଠାନ ନେଇଛି। ଅନୁପସ୍ଥିତ ରହୁଥିବା କର୍ମଚାରୀଙ୍କ ବିରୋଧରେ କାର୍ଯ୍ୟାନୁଷ୍ଠାନ ଗ୍ରହଣ କରାଯାଇଛି।: [126, 360, 306, 385]
boat-illustration: [10, 28, 50, 40]
page-number: ୭: [62, 51, 67, 59]
